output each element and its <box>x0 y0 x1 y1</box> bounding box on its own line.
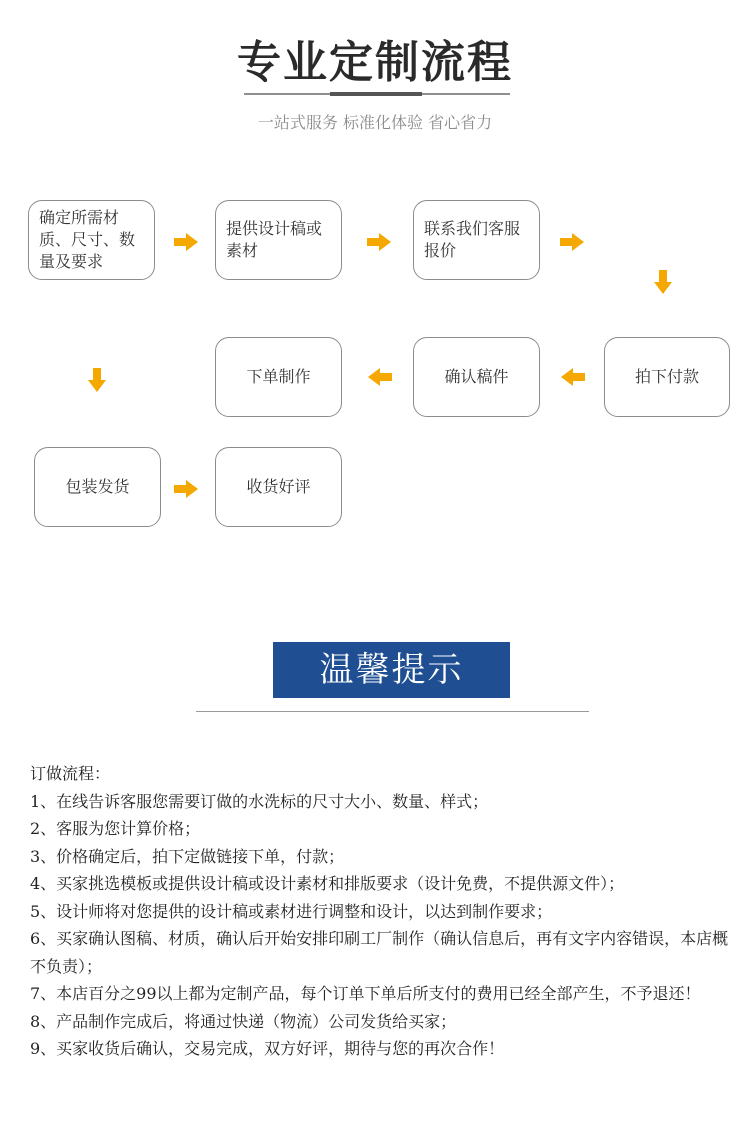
tips-divider <box>196 711 589 712</box>
note-item: 7、本店百分之99以上都为定制产品，每个订单下单后所支付的费用已经全部产生，不予退还！ <box>30 984 701 1003</box>
arrow-right-icon <box>186 233 198 251</box>
tips-banner: 温馨提示 <box>273 642 510 698</box>
arrow-right-icon <box>572 233 584 251</box>
step-7-label: 包装发货 <box>65 477 130 496</box>
notes-heading: 订做流程： <box>30 764 111 783</box>
arrow-left-icon <box>561 368 573 386</box>
step-5-label: 确认稿件 <box>444 367 509 386</box>
arrow-left-icon <box>368 368 380 386</box>
arrow-left-icon <box>380 373 392 381</box>
arrow-left-icon <box>573 373 585 381</box>
arrow-right-icon <box>174 485 186 493</box>
arrow-right-icon <box>186 480 198 498</box>
step-1-box <box>28 200 155 280</box>
step-1-label: 确定所需材质、尺寸、数量及要求 <box>39 208 136 271</box>
page-title: 专业定制流程 <box>237 37 513 88</box>
step-8-box <box>215 447 342 527</box>
step-2-box <box>215 200 342 280</box>
step-5-box <box>413 337 540 417</box>
step-8-label: 收货好评 <box>246 477 311 496</box>
note-item: 1、在线告诉客服您需要订做的水洗标的尺寸大小、数量、样式； <box>30 791 489 811</box>
note-item: 9、买家收货后确认，交易完成，双方好评，期待与您的再次合作！ <box>30 1039 505 1058</box>
step-7-box <box>34 447 161 527</box>
title-underline-accent <box>330 92 422 96</box>
note-item: 3、价格确定后，拍下定做链接下单，付款； <box>30 846 345 866</box>
note-item: 6、买家确认图稿、材质，确认后开始安排印刷工厂制作（确认信息后，再有文字内容错误，本店概不负责）； <box>30 929 729 976</box>
step-3-label: 联系我们客服报价 <box>424 219 521 260</box>
arrow-right-icon <box>379 233 391 251</box>
note-item: 2、客服为您计算价格； <box>30 819 201 838</box>
arrow-down-icon <box>93 368 101 380</box>
note-item: 4、买家挑选模板或提供设计稿或设计素材和排版要求（设计免费，不提供源文件）； <box>30 874 625 893</box>
arrow-down-icon <box>654 282 672 294</box>
step-4-label: 拍下付款 <box>634 367 699 386</box>
arrow-right-icon <box>560 238 572 246</box>
arrow-right-icon <box>367 238 379 246</box>
step-2-label: 提供设计稿或素材 <box>226 219 323 260</box>
step-3-box <box>413 200 540 280</box>
page-subtitle: 一站式服务 标准化体验 省心省力 <box>257 113 493 132</box>
step-6-label: 下单制作 <box>246 367 311 386</box>
tips-notes <box>30 760 742 1063</box>
arrow-down-icon <box>88 380 106 392</box>
arrow-right-icon <box>174 238 186 246</box>
note-item: 8、产品制作完成后，将通过快递（物流）公司发货给买家； <box>30 1011 457 1031</box>
step-4-box <box>604 337 730 417</box>
arrow-down-icon <box>659 270 667 282</box>
step-6-box <box>215 337 342 417</box>
note-item: 5、设计师将对您提供的设计稿或素材进行调整和设计，以达到制作要求； <box>30 901 553 921</box>
